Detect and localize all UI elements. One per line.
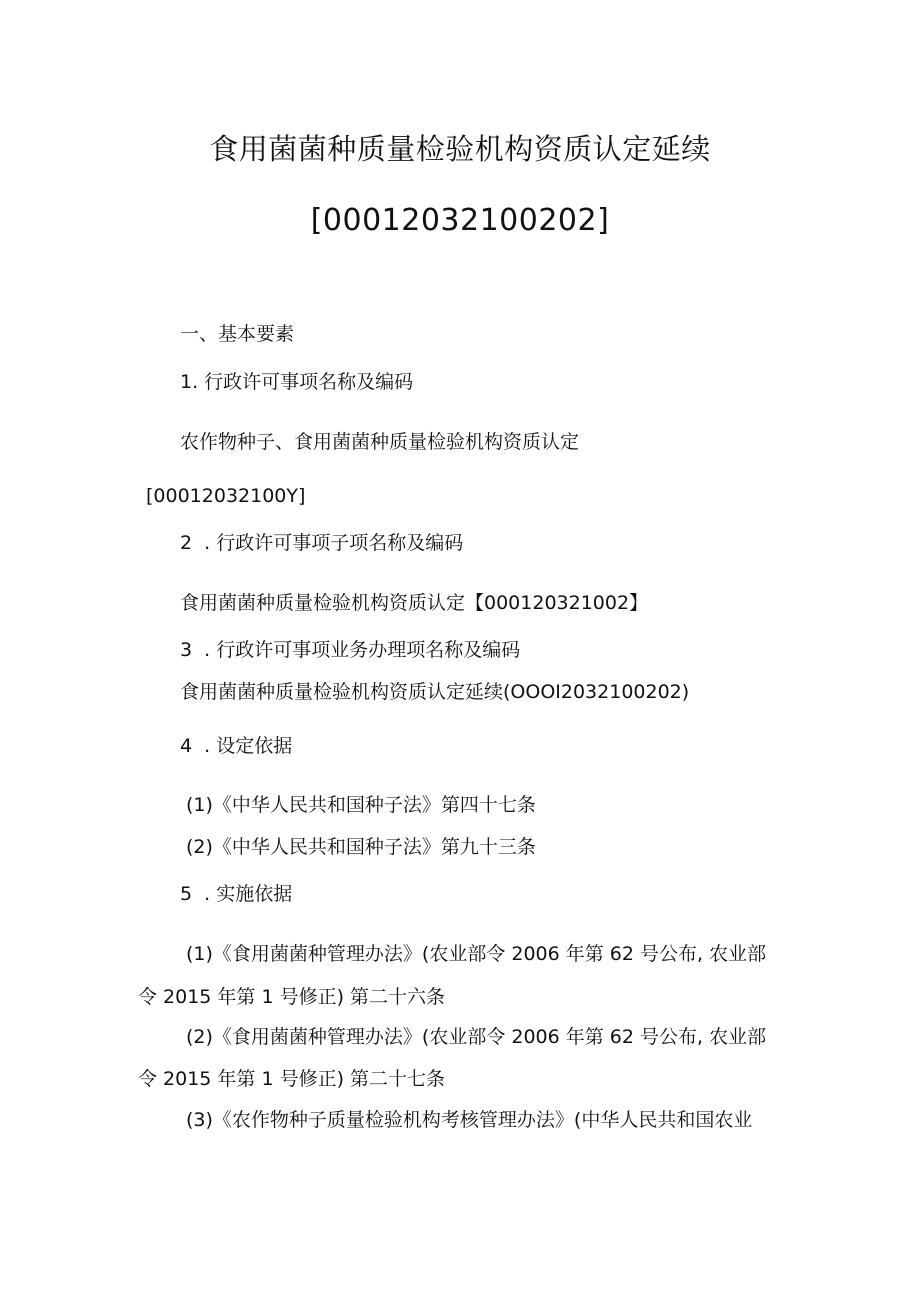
item-4-basis-2: (2)《中华人民共和国种子法》第九十三条 [186,836,536,858]
item-5-basis-1-line-1: (1)《食用菌菌种管理办法》(农业部令 2006 年第 62 号公布, 农业部 [186,943,767,965]
item-4-basis-1: (1)《中华人民共和国种子法》第四十七条 [186,794,536,816]
item-5-basis-2-line-1: (2)《食用菌菌种管理办法》(农业部令 2006 年第 62 号公布, 农业部 [186,1026,767,1048]
item-5-basis-3-line-1: (3)《农作物种子质量检验机构考核管理办法》(中华人民共和国农业 [186,1109,753,1131]
document-code: [00012032100202] [310,203,610,238]
section-heading-basic-elements: 一、基本要素 [180,323,295,345]
item-5-heading: 5 . 实施依据 [180,883,293,905]
item-1-heading: 1. 行政许可事项名称及编码 [180,371,414,393]
item-2-text: 食用菌菌种质量检验机构资质认定【000120321002】 [180,592,649,614]
item-5-basis-2-line-2: 令 2015 年第 1 号修正) 第二十七条 [138,1068,446,1090]
item-1-text: 农作物种子、食用菌菌种质量检验机构资质认定 [180,431,580,453]
item-5-basis-1-line-2: 令 2015 年第 1 号修正) 第二十六条 [138,986,446,1008]
item-2-heading: 2 . 行政许可事项子项名称及编码 [180,532,464,554]
document-title: 食用菌菌种质量检验机构资质认定延续 [209,132,711,166]
item-3-text: 食用菌菌种质量检验机构资质认定延续(OOOI2032100202) [180,681,690,703]
item-4-heading: 4 . 设定依据 [180,735,293,757]
item-1-code: [00012032100Y] [146,485,306,507]
item-3-heading: 3 . 行政许可事项业务办理项名称及编码 [180,639,521,661]
